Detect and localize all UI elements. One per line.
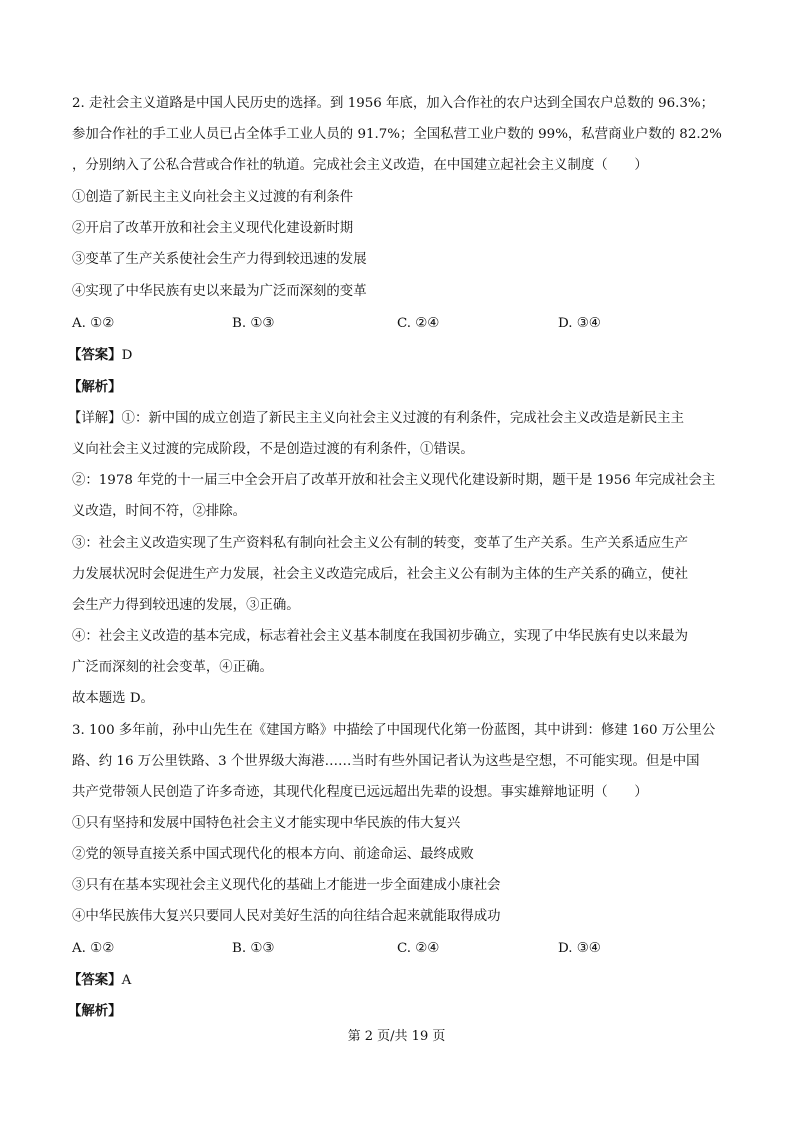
q3-statement-4: ④中华民族伟大复兴只要同人民对美好生活的向往结合起来就能取得成功	[72, 909, 501, 924]
q2-detail-line-1: 【详解】①：新中国的成立创造了新民主主义向社会主义过渡的有利条件，完成社会主义改造是新民主主	[68, 411, 684, 426]
q2-statement-3: ③变革了生产关系使社会生产力得到较迅速的发展	[72, 252, 367, 267]
q3-option-a: A. ①②	[72, 941, 115, 956]
q3-statement-3: ③只有在基本实现社会主义现代化的基础上才能进一步全面建成小康社会	[72, 878, 501, 893]
answer-label: 【答案】	[68, 972, 122, 988]
q3-statement-2: ②党的领导直接关系中国式现代化的根本方向、前途命运、最终成败	[72, 847, 474, 862]
q2-detail-line-6: 力发展状况时会促进生产力发展，社会主义改造完成后，社会主义公有制为主体的生产关系的确立，使社	[72, 567, 688, 582]
q2-stem-line-3: ，分别纳入了公私合营或合作社的轨道。完成社会主义改造，在中国建立起社会主义制度（ ）	[72, 158, 648, 173]
q2-detail-line-5: ③：社会主义改造实现了生产资料私有制向社会主义公有制的转变，变革了生产关系。生产关系适应生产	[72, 536, 688, 551]
q2-stem-line-2: 参加合作社的手工业人员已占全体手工业人员的 91.7%；全国私营工业户数的 99%，私营商业户数的 82.2%	[72, 127, 722, 142]
q3-stem-line-2: 路、约 16 万公里铁路、3 个世界级大海港……当时有些外国记者认为这些是空想，不可能实现。但是中国	[72, 754, 700, 769]
q2-statement-1: ①创造了新民主主义向社会主义过渡的有利条件	[72, 190, 354, 205]
q2-detail-line-7: 会生产力得到较迅速的发展，③正确。	[72, 598, 300, 613]
q3-option-c: C. ②④	[397, 941, 440, 956]
q2-detail-line-3: ②：1978 年党的十一届三中全会开启了改革开放和社会主义现代化建设新时期，题干是 1956 年完成社会主	[72, 473, 716, 488]
q2-detail-line-4: 义改造，时间不符，②排除。	[72, 504, 247, 519]
q2-statement-2: ②开启了改革开放和社会主义现代化建设新时期	[72, 221, 354, 236]
answer-value: A	[121, 973, 132, 988]
q3-stem-line-1: 3. 100 多年前，孙中山先生在《建国方略》中描绘了中国现代化第一份蓝图，其中讲到：修建 160 万公里公	[72, 723, 716, 738]
q3-option-b: B. ①③	[232, 941, 275, 956]
q2-detail-line-2: 义向社会主义过渡的完成阶段，不是创造过渡的有利条件，①错误。	[72, 442, 474, 457]
answer-label: 【答案】	[68, 347, 122, 363]
q3-statement-1: ①只有坚持和发展中国特色社会主义才能实现中华民族的伟大复兴	[72, 816, 461, 831]
q2-option-b: B. ①③	[232, 316, 275, 331]
q2-detail-line-8: ④：社会主义改造的基本完成，标志着社会主义基本制度在我国初步确立，实现了中华民族有史以来最为	[72, 629, 688, 644]
q2-analysis-label: 【解析】	[68, 379, 122, 395]
q2-option-d: D. ③④	[558, 316, 601, 331]
q2-statement-4: ④实现了中华民族有史以来最为广泛而深刻的变革	[72, 284, 367, 299]
page-footer: 第 2 页/共 19 页	[347, 1029, 446, 1044]
q2-stem-line-1: 2. 走社会主义道路是中国人民历史的选择。到 1956 年底，加入合作社的农户达到全国农户总数的 96.3%；	[72, 96, 715, 111]
q2-detail-line-9: 广泛而深刻的社会变革，④正确。	[72, 660, 273, 675]
q3-stem-line-3: 共产党带领人民创造了许多奇迹，其现代化程度已远远超出先辈的设想。事实雄辩地证明（ ）	[72, 785, 648, 800]
q2-option-c: C. ②④	[397, 316, 440, 331]
q3-option-d: D. ③④	[558, 941, 601, 956]
q2-answer	[68, 346, 132, 365]
q3-analysis-label: 【解析】	[68, 1003, 122, 1019]
q2-detail-line-10: 故本题选 D。	[72, 691, 154, 706]
q3-answer	[68, 971, 131, 990]
answer-value: D	[121, 348, 133, 363]
q2-option-a: A. ①②	[72, 316, 115, 331]
